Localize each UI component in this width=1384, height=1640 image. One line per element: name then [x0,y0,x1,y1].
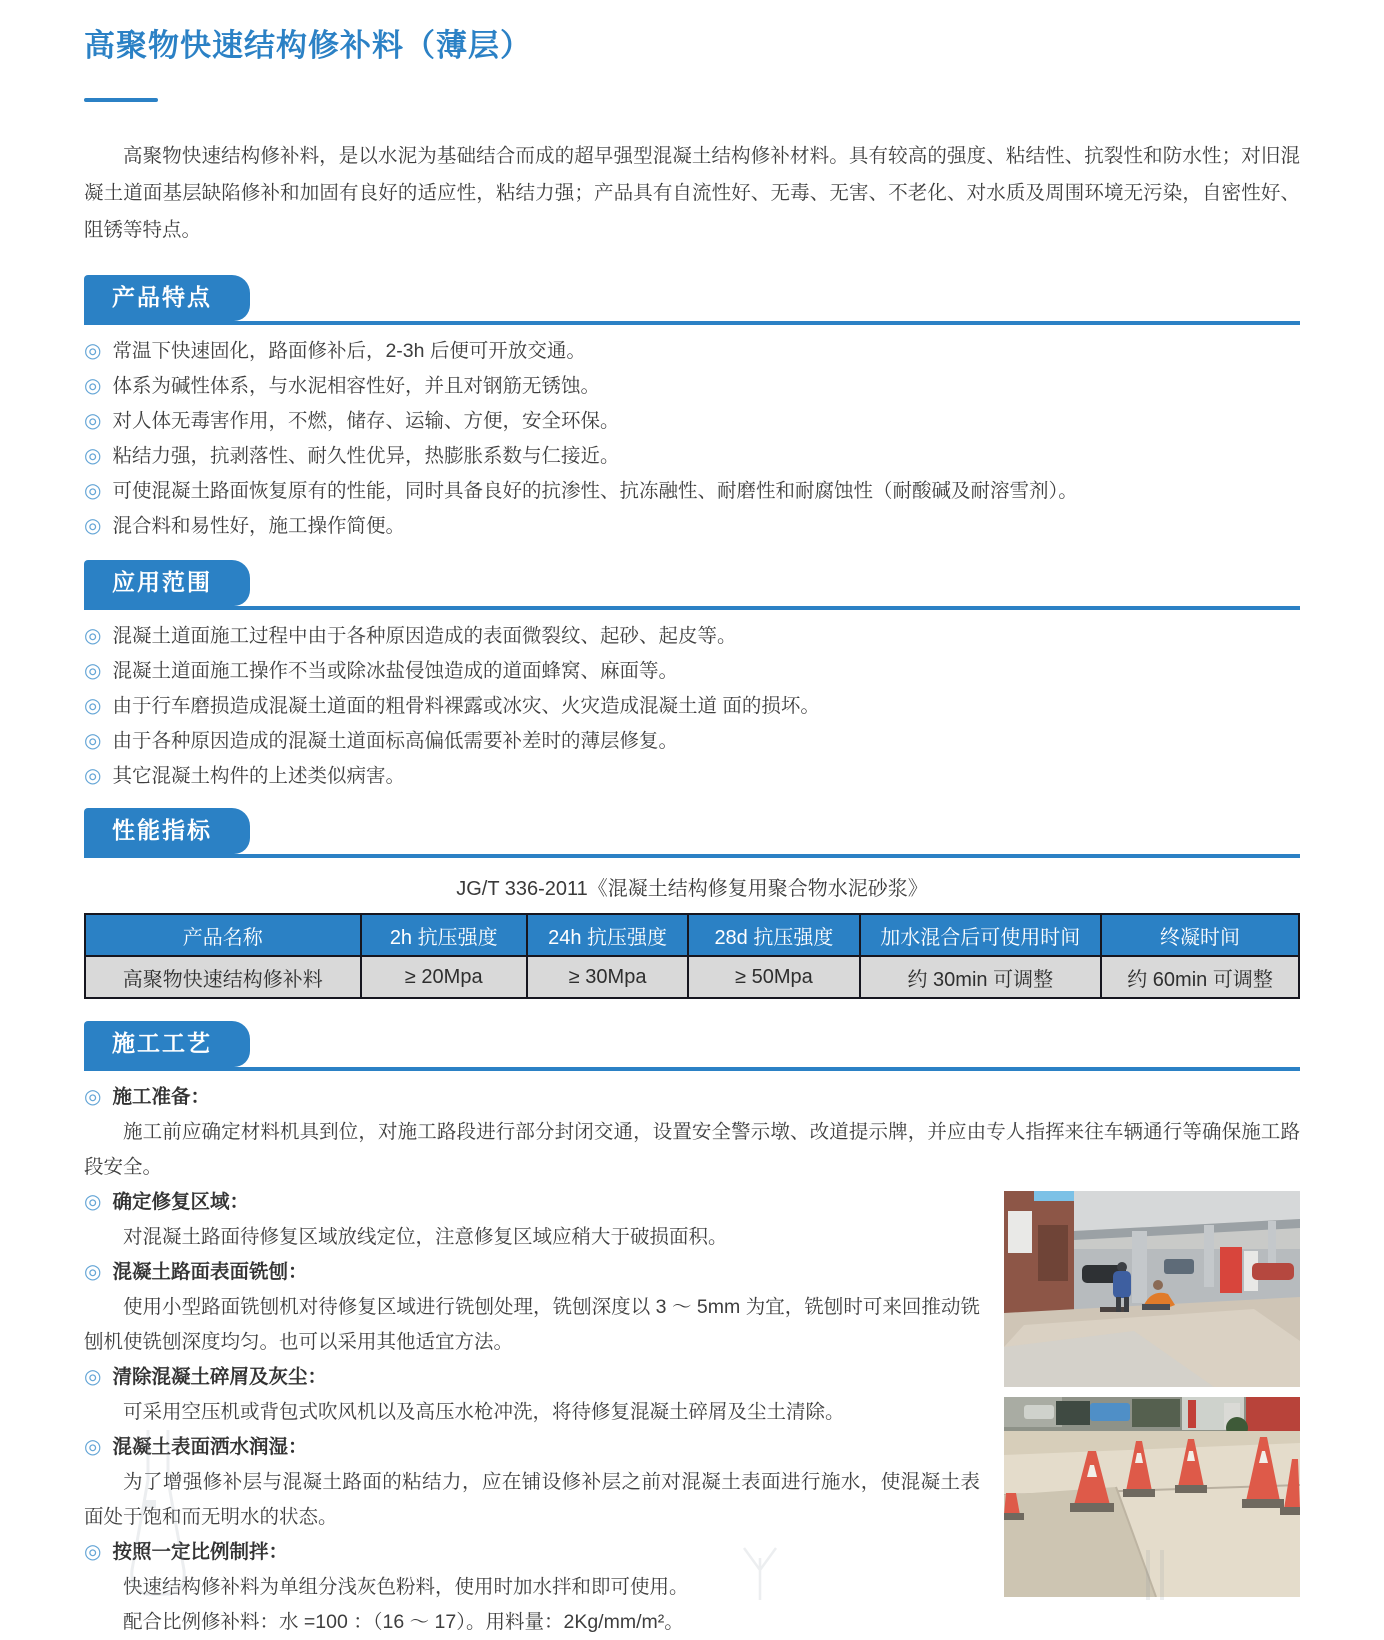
list-item-text: 粘结力强，抗剥落性、耐久性优异，热膨胀系数与仁接近。 [112,445,620,467]
table-cell: ≥ 50Mpa [688,956,859,998]
bullet-icon: ◎ [84,695,102,717]
bullet-icon: ◎ [84,445,102,467]
list-item [84,509,1300,544]
step-label [84,1080,1300,1115]
bullet-icon: ◎ [84,1366,102,1388]
bullet-icon: ◎ [84,375,102,397]
list-item [84,334,1300,369]
table-cell: 约 30min 可调整 [860,956,1102,998]
list-item [84,759,1300,794]
step-label [84,1185,980,1220]
table-header-cell: 产品名称 [85,914,361,956]
bullet-icon: ◎ [84,340,102,362]
section-tab-features: 产品特点 [84,275,250,321]
bullet-icon: ◎ [84,1086,102,1108]
step-description: 快速结构修补料为单组分浅灰色粉料，使用时加水拌和即可使用。 [123,1576,689,1598]
bullet-icon: ◎ [84,1541,102,1563]
list-item-text: 由于各种原因造成的混凝土道面标高偏低需要补差时的薄层修复。 [112,730,678,752]
list-item-text: 混合料和易性好，施工操作简便。 [112,515,405,537]
section-tab-process: 施工工艺 [84,1021,250,1067]
list-item [84,439,1300,474]
section-header-features [84,275,1300,325]
bullet-icon: ◎ [84,660,102,682]
list-item-text: 混凝土道面施工过程中由于各种原因造成的表面微裂纹、起砂、起皮等。 [112,625,737,647]
list-item-text: 对人体无毒害作用，不燃，储存、运输、方便，安全环保。 [112,410,620,432]
table-cell: ≥ 30Mpa [527,956,688,998]
list-item [84,404,1300,439]
list-item [84,654,1300,689]
repaired-pavement-photo [1004,1397,1300,1597]
list-item [84,689,1300,724]
section-header-applications [84,560,1300,610]
table-header-cell: 28d 抗压强度 [688,914,859,956]
step-description: 对混凝土路面待修复区域放线定位，注意修复区域应稍大于破损面积。 [123,1226,728,1248]
table-header-cell: 加水混合后可使用时间 [860,914,1102,956]
step-label-text: 混凝土路面表面铣刨： [112,1261,308,1283]
table-cell: ≥ 20Mpa [361,956,527,998]
section-header-process [84,1021,1300,1071]
step-description: 施工前应确定材料机具到位，对施工路段进行部分封闭交通，设置安全警示墩、改道提示牌，并应由专人指挥来往车辆通行等确保施工路段安全。 [84,1121,1300,1178]
step-description: 使用小型路面铣刨机对待修复区域进行铣刨处理，铣刨深度以 3 ～ 5mm 为宜，铣刨时可来回推动铣刨机使铣刨深度均匀。也可以采用其他适宜方法。 [84,1296,980,1353]
step-label-text: 施工准备： [112,1086,210,1108]
table-cell: 高聚物快速结构修补料 [85,956,361,998]
section-tab-performance: 性能指标 [84,808,250,854]
step-description: 可采用空压机或背包式吹风机以及高压水枪冲洗，将待修复混凝土碎屑及尘土清除。 [123,1401,845,1423]
list-item [84,369,1300,404]
features-list [84,334,1300,544]
list-item-text: 体系为碱性体系，与水泥相容性好，并且对钢筋无锈蚀。 [112,375,600,397]
bullet-icon: ◎ [84,1436,102,1458]
section-tab-applications: 应用范围 [84,560,250,606]
bullet-icon: ◎ [84,515,102,537]
step-label-text: 清除混凝土碎屑及灰尘： [112,1366,327,1388]
bullet-icon: ◎ [84,480,102,502]
list-item [84,619,1300,654]
table-header-cell: 终凝时间 [1101,914,1299,956]
step-label-text: 确定修复区域： [112,1191,249,1213]
construction-site-photo [1004,1191,1300,1387]
list-item-text: 混凝土道面施工操作不当或除冰盐侵蚀造成的道面蜂窝、麻面等。 [112,660,678,682]
section-header-performance [84,808,1300,858]
performance-table [84,913,1300,999]
step-label [84,1255,980,1290]
bullet-icon: ◎ [84,1191,102,1213]
table-header-cell: 24h 抗压强度 [527,914,688,956]
title-underline [84,98,158,102]
list-item-text: 常温下快速固化，路面修补后，2-3h 后便可开放交通。 [112,340,586,362]
step-description: 配合比例修补料：水 =100 ：（16 ～ 17）。用料量：2Kg/mm/m²。 [123,1611,684,1633]
table-header-cell: 2h 抗压强度 [361,914,527,956]
list-item-text: 可使混凝土路面恢复原有的性能，同时具备良好的抗渗性、抗冻融性、耐磨性和耐腐蚀性（耐酸碱及耐溶雪剂）。 [112,480,1078,502]
step-label-text: 按照一定比例制拌： [112,1541,288,1563]
bullet-icon: ◎ [84,625,102,647]
page-title: 高聚物快速结构修补料（薄层） [84,28,532,63]
list-item [84,724,1300,759]
applications-list [84,619,1300,794]
step-label [84,1535,980,1570]
standard-caption: JG/T 336-2011《混凝土结构修复用聚合物水泥砂浆》 [456,878,928,900]
step-description: 为了增强修补层与混凝土路面的粘结力，应在铺设修补层之前对混凝土表面进行施水，使混凝土表面处于饱和而无明水的状态。 [84,1471,980,1528]
step-label [84,1360,980,1395]
list-item [84,474,1300,509]
process-steps [84,1080,1300,1640]
table-cell: 约 60min 可调整 [1101,956,1299,998]
table-row [85,956,1299,998]
bullet-icon: ◎ [84,765,102,787]
step-label [84,1430,980,1465]
bullet-icon: ◎ [84,410,102,432]
intro-paragraph: 高聚物快速结构修补料，是以水泥为基础结合而成的超早强型混凝土结构修补材料。具有较高的强度、粘结性、抗裂性和防水性；对旧混凝土道面基层缺陷修补和加固有良好的适应性，粘结力强；产品具有自流性好、无毒、无害、不老化、对水质及周围环境无污染，自密性好、阻锈等特点。 [84,145,1300,241]
table-header-row [85,914,1299,956]
process-photos [1004,1191,1300,1607]
bullet-icon: ◎ [84,1261,102,1283]
step-label-text: 混凝土表面洒水润湿： [112,1436,308,1458]
bullet-icon: ◎ [84,730,102,752]
list-item-text: 其它混凝土构件的上述类似病害。 [112,765,405,787]
list-item-text: 由于行车磨损造成混凝土道面的粗骨料裸露或冰灾、火灾造成混凝土道 面的损坏。 [112,695,820,717]
